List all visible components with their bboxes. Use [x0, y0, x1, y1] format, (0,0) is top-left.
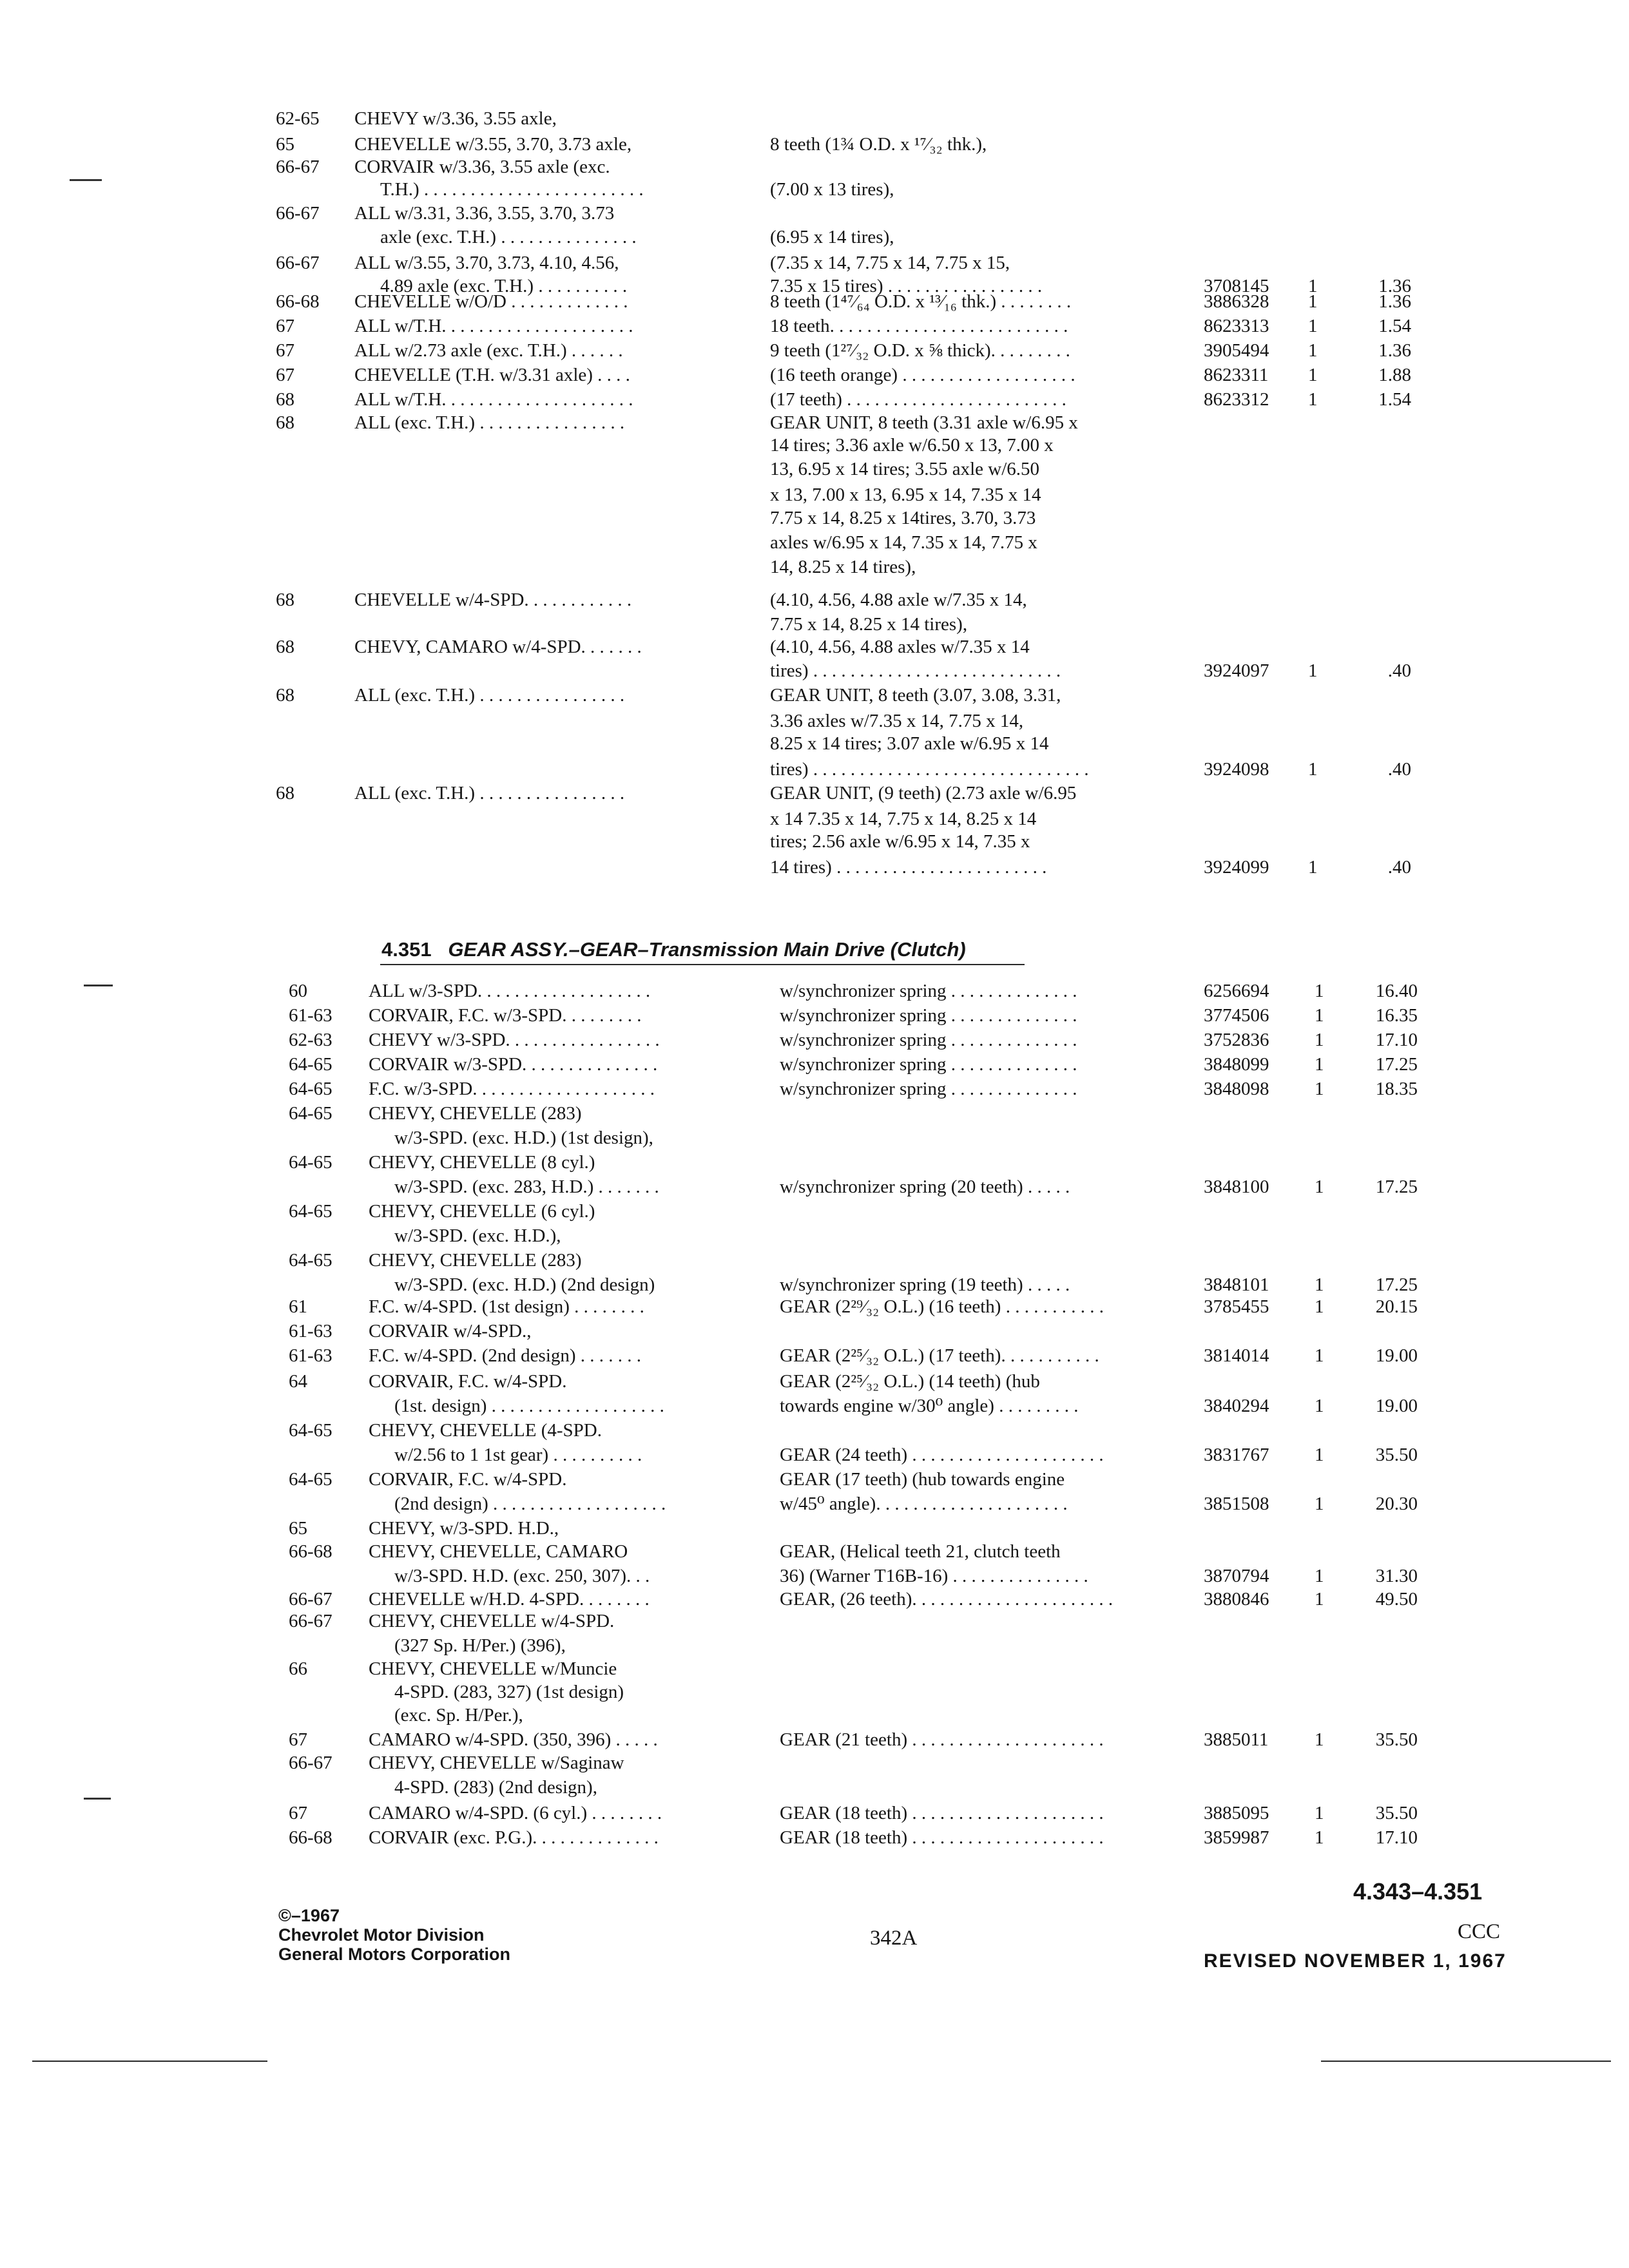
row-description: (17 teeth) . . . . . . . . . . . . . . . . . . . . . . . . — [770, 389, 1066, 410]
row-quantity: 1 — [1315, 1079, 1324, 1099]
row-year: 66-67 — [289, 1589, 333, 1610]
row-application: F.C. w/4-SPD. (2nd design) . . . . . . . — [369, 1345, 642, 1366]
row-description: 14 tires) . . . . . . . . . . . . . . . . . . . . . . . — [770, 857, 1047, 878]
row-application: CHEVY w/3-SPD. . . . . . . . . . . . . . . . . — [369, 1030, 660, 1050]
row-quantity: 1 — [1315, 981, 1324, 1001]
row-part-number: 3859987 — [1204, 1827, 1269, 1848]
row-year: 66-68 — [289, 1827, 333, 1848]
row-application: CHEVELLE w/3.55, 3.70, 3.73 axle, — [354, 134, 632, 155]
footer-code: CCC — [1458, 1920, 1501, 1943]
row-price: 35.50 — [1375, 1803, 1418, 1823]
row-year: 64 — [289, 1371, 307, 1392]
row-quantity: 1 — [1308, 857, 1318, 878]
row-description: x 14 7.35 x 14, 7.75 x 14, 8.25 x 14 — [770, 809, 1037, 829]
row-year: 67 — [289, 1729, 307, 1750]
row-application: ALL w/3.55, 3.70, 3.73, 4.10, 4.56, — [354, 253, 619, 273]
row-application: axle (exc. T.H.) . . . . . . . . . . . . . . . — [380, 227, 637, 247]
row-price: 16.35 — [1375, 1005, 1418, 1026]
row-part-number: 3905494 — [1204, 340, 1269, 361]
row-description: 18 teeth. . . . . . . . . . . . . . . . . . . . . . . . . . — [770, 316, 1068, 336]
row-quantity: 1 — [1308, 660, 1318, 681]
row-application: CHEVY, CHEVELLE w/4-SPD. — [369, 1611, 615, 1631]
row-price: 19.00 — [1375, 1396, 1418, 1416]
row-application: CHEVELLE w/H.D. 4-SPD. . . . . . . . — [369, 1589, 650, 1610]
left-margin-mark — [70, 179, 102, 181]
row-description: GEAR UNIT, 8 teeth (3.31 axle w/6.95 x — [770, 412, 1078, 433]
row-price: 1.36 — [1378, 340, 1411, 361]
row-description: w/synchronizer spring (20 teeth) . . . . . — [780, 1177, 1070, 1197]
row-description: GEAR (2²⁹⁄₃₂ O.L.) (16 teeth) . . . . . . . . . . . — [780, 1296, 1104, 1317]
row-application: ALL w/2.73 axle (exc. T.H.) . . . . . . — [354, 340, 623, 361]
row-description: w/synchronizer spring . . . . . . . . . . . . . . — [780, 1079, 1077, 1099]
row-quantity: 1 — [1308, 316, 1318, 336]
row-year: 62-65 — [276, 108, 320, 129]
row-description: (4.10, 4.56, 4.88 axle w/7.35 x 14, — [770, 590, 1027, 610]
row-application: CHEVELLE (T.H. w/3.31 axle) . . . . — [354, 365, 630, 385]
row-year: 68 — [276, 590, 294, 610]
row-price: 1.88 — [1378, 365, 1411, 385]
row-quantity: 1 — [1308, 365, 1318, 385]
row-quantity: 1 — [1315, 1803, 1324, 1823]
row-year: 66-67 — [276, 203, 320, 224]
row-year: 64-65 — [289, 1469, 333, 1490]
row-application: CHEVY, CHEVELLE (6 cyl.) — [369, 1201, 595, 1222]
row-part-number: 3848098 — [1204, 1079, 1269, 1099]
footer-section-range: 4.343–4.351 — [1353, 1878, 1483, 1905]
row-year: 64-65 — [289, 1054, 333, 1075]
row-application: CHEVY, CHEVELLE (283) — [369, 1103, 582, 1124]
row-description: 14, 8.25 x 14 tires), — [770, 557, 916, 577]
row-price: 18.35 — [1375, 1079, 1418, 1099]
row-year: 66-67 — [276, 253, 320, 273]
footer-publisher-line2: General Motors Corporation — [278, 1945, 511, 1964]
row-price: .40 — [1387, 759, 1411, 780]
row-year: 67 — [276, 316, 294, 336]
row-description: w/synchronizer spring . . . . . . . . . . . . . . — [780, 981, 1077, 1001]
row-quantity: 1 — [1315, 1296, 1324, 1317]
row-part-number: 3924098 — [1204, 759, 1269, 780]
row-part-number: 3785455 — [1204, 1296, 1269, 1317]
section-number: 4.351 — [381, 938, 432, 961]
section-heading-rule — [380, 964, 1025, 965]
row-price: 35.50 — [1375, 1445, 1418, 1465]
row-year: 68 — [276, 389, 294, 410]
row-year: 62-63 — [289, 1030, 333, 1050]
row-part-number: 3880846 — [1204, 1589, 1269, 1610]
row-description: w/synchronizer spring (19 teeth) . . . . . — [780, 1274, 1070, 1295]
row-year: 64-65 — [289, 1152, 333, 1173]
row-year: 67 — [276, 365, 294, 385]
row-application: CORVAIR (exc. P.G.). . . . . . . . . . . . . . — [369, 1827, 659, 1848]
row-description: towards engine w/30⁰ angle) . . . . . . . . . — [780, 1396, 1079, 1416]
row-year: 68 — [276, 412, 294, 433]
row-description: GEAR (2²⁵⁄₃₂ O.L.) (14 teeth) (hub — [780, 1371, 1040, 1392]
row-application: CHEVY, CHEVELLE w/Muncie — [369, 1658, 617, 1679]
row-year: 66-67 — [289, 1611, 333, 1631]
row-year: 68 — [276, 637, 294, 657]
row-application: ALL (exc. T.H.) . . . . . . . . . . . . . . . . — [354, 685, 625, 706]
row-description: w/synchronizer spring . . . . . . . . . . . . . . — [780, 1005, 1077, 1026]
row-application: CHEVY, w/3-SPD. H.D., — [369, 1518, 559, 1539]
row-year: 66-68 — [289, 1541, 333, 1562]
row-year: 67 — [276, 340, 294, 361]
row-year: 64-65 — [289, 1420, 333, 1441]
row-quantity: 1 — [1315, 1005, 1324, 1026]
row-quantity: 1 — [1315, 1589, 1324, 1610]
row-description: 36) (Warner T16B-16) . . . . . . . . . . . . . . . — [780, 1566, 1088, 1586]
row-quantity: 1 — [1308, 389, 1318, 410]
row-application: (2nd design) . . . . . . . . . . . . . . . . . . . — [394, 1494, 666, 1514]
row-application: CHEVY w/3.36, 3.55 axle, — [354, 108, 557, 129]
row-application: w/3-SPD. H.D. (exc. 250, 307). . . — [394, 1566, 650, 1586]
row-part-number: 3885095 — [1204, 1803, 1269, 1823]
row-price: 16.40 — [1375, 981, 1418, 1001]
page-number: 342A — [870, 1927, 918, 1950]
row-year: 65 — [289, 1518, 307, 1539]
row-description: 8 teeth (1⁴⁷⁄₆₄ O.D. x ¹³⁄₁₆ thk.) . . . . . . . . — [770, 291, 1072, 312]
row-description: x 13, 7.00 x 13, 6.95 x 14, 7.35 x 14 — [770, 485, 1041, 505]
row-year: 65 — [276, 134, 294, 155]
row-part-number: 3924099 — [1204, 857, 1269, 878]
row-description: tires; 2.56 axle w/6.95 x 14, 7.35 x — [770, 831, 1030, 852]
row-part-number: 8623311 — [1204, 365, 1269, 385]
row-application: w/3-SPD. (exc. H.D.), — [394, 1225, 561, 1246]
row-description: 9 teeth (1²⁷⁄₃₂ O.D. x ⅝ thick). . . . . . . . . — [770, 340, 1070, 361]
row-quantity: 1 — [1315, 1054, 1324, 1075]
row-quantity: 1 — [1315, 1566, 1324, 1586]
row-description: tires) . . . . . . . . . . . . . . . . . . . . . . . . . . . . . . — [770, 759, 1089, 780]
row-application: CORVAIR w/3.36, 3.55 axle (exc. — [354, 157, 610, 177]
row-quantity: 1 — [1315, 1274, 1324, 1295]
row-description: 7.75 x 14, 8.25 x 14 tires), — [770, 614, 968, 635]
row-description: (7.35 x 14, 7.75 x 14, 7.75 x 15, — [770, 253, 1010, 273]
bottom-rule-left — [32, 2061, 267, 2062]
row-application: 4-SPD. (283) (2nd design), — [394, 1777, 597, 1798]
row-price: .40 — [1387, 857, 1411, 878]
row-description: 13, 6.95 x 14 tires; 3.55 axle w/6.50 — [770, 459, 1040, 479]
row-application: CHEVY, CHEVELLE (4-SPD. — [369, 1420, 602, 1441]
row-year: 66 — [289, 1658, 307, 1679]
footer-copyright: ©–1967 — [278, 1906, 340, 1925]
row-application: CORVAIR, F.C. w/3-SPD. . . . . . . . . — [369, 1005, 642, 1026]
section-title: GEAR ASSY.–GEAR–Transmission Main Drive (Clutch) — [448, 938, 966, 961]
section-heading — [381, 939, 966, 960]
row-part-number: 6256694 — [1204, 981, 1269, 1001]
row-description: 8 teeth (1¾ O.D. x ¹⁷⁄₃₂ thk.), — [770, 134, 987, 155]
row-application: CHEVELLE w/4-SPD. . . . . . . . . . . . — [354, 590, 632, 610]
row-application: CHEVY, CHEVELLE (283) — [369, 1250, 582, 1271]
row-part-number: 8623312 — [1204, 389, 1269, 410]
row-price: 49.50 — [1375, 1589, 1418, 1610]
row-application: w/2.56 to 1 1st gear) . . . . . . . . . . — [394, 1445, 642, 1465]
row-description: GEAR (18 teeth) . . . . . . . . . . . . . . . . . . . . . — [780, 1827, 1104, 1848]
row-year: 67 — [289, 1803, 307, 1823]
row-quantity: 1 — [1315, 1177, 1324, 1197]
row-part-number: 8623313 — [1204, 316, 1269, 336]
row-price: 20.15 — [1375, 1296, 1418, 1317]
row-description: 8.25 x 14 tires; 3.07 axle w/6.95 x 14 — [770, 733, 1049, 754]
row-application: CAMARO w/4-SPD. (6 cyl.) . . . . . . . . — [369, 1803, 662, 1823]
row-application: CORVAIR w/3-SPD. . . . . . . . . . . . . . . — [369, 1054, 658, 1075]
row-application: CHEVY, CHEVELLE w/Saginaw — [369, 1753, 624, 1773]
row-part-number: 3886328 — [1204, 291, 1269, 312]
row-quantity: 1 — [1308, 276, 1318, 296]
row-description: 7.35 x 15 tires) . . . . . . . . . . . . . . . . . — [770, 276, 1043, 296]
row-application: w/3-SPD. (exc. H.D.) (1st design), — [394, 1128, 653, 1148]
row-application: (exc. Sp. H/Per.), — [394, 1705, 523, 1725]
row-quantity: 1 — [1315, 1030, 1324, 1050]
row-application: CAMARO w/4-SPD. (350, 396) . . . . . — [369, 1729, 658, 1750]
row-application: ALL w/3.31, 3.36, 3.55, 3.70, 3.73 — [354, 203, 615, 224]
row-year: 60 — [289, 981, 307, 1001]
row-application: F.C. w/3-SPD. . . . . . . . . . . . . . . . . . . . — [369, 1079, 655, 1099]
row-price: 17.10 — [1375, 1827, 1418, 1848]
row-price: 17.25 — [1375, 1054, 1418, 1075]
row-quantity: 1 — [1315, 1494, 1324, 1514]
row-application: ALL w/T.H. . . . . . . . . . . . . . . . . . . . . — [354, 316, 633, 336]
row-price: 19.00 — [1375, 1345, 1418, 1366]
row-quantity: 1 — [1308, 759, 1318, 780]
row-part-number: 3774506 — [1204, 1005, 1269, 1026]
row-quantity: 1 — [1315, 1445, 1324, 1465]
row-application: 4-SPD. (283, 327) (1st design) — [394, 1682, 624, 1702]
row-part-number: 3708145 — [1204, 276, 1269, 296]
row-price: 20.30 — [1375, 1494, 1418, 1514]
row-part-number: 3831767 — [1204, 1445, 1269, 1465]
row-year: 61-63 — [289, 1321, 333, 1341]
row-application: ALL w/T.H. . . . . . . . . . . . . . . . . . . . . — [354, 389, 633, 410]
row-quantity: 1 — [1315, 1396, 1324, 1416]
row-application: w/3-SPD. (exc. H.D.) (2nd design) — [394, 1274, 655, 1295]
row-application: (327 Sp. H/Per.) (396), — [394, 1635, 566, 1656]
row-application: F.C. w/4-SPD. (1st design) . . . . . . . . — [369, 1296, 644, 1317]
row-description: axles w/6.95 x 14, 7.35 x 14, 7.75 x — [770, 532, 1037, 553]
row-description: GEAR (17 teeth) (hub towards engine — [780, 1469, 1065, 1490]
row-description: (7.00 x 13 tires), — [770, 179, 894, 200]
row-application: ALL (exc. T.H.) . . . . . . . . . . . . . . . . — [354, 783, 625, 803]
row-year: 64-65 — [289, 1250, 333, 1271]
row-year: 61-63 — [289, 1345, 333, 1366]
row-application: T.H.) . . . . . . . . . . . . . . . . . . . . . . . . — [380, 179, 644, 200]
row-part-number: 3924097 — [1204, 660, 1269, 681]
row-description: w/synchronizer spring . . . . . . . . . . . . . . — [780, 1030, 1077, 1050]
row-description: 3.36 axles w/7.35 x 14, 7.75 x 14, — [770, 711, 1024, 731]
row-price: 17.10 — [1375, 1030, 1418, 1050]
row-price: .40 — [1387, 660, 1411, 681]
row-description: GEAR UNIT, (9 teeth) (2.73 axle w/6.95 — [770, 783, 1077, 803]
row-year: 66-67 — [276, 157, 320, 177]
row-year: 61-63 — [289, 1005, 333, 1026]
row-description: GEAR, (26 teeth). . . . . . . . . . . . . . . . . . . . . . — [780, 1589, 1113, 1610]
left-margin-mark — [84, 1798, 111, 1800]
row-year: 66-68 — [276, 291, 320, 312]
row-quantity: 1 — [1315, 1729, 1324, 1750]
row-year: 68 — [276, 685, 294, 706]
row-application: CHEVY, CHEVELLE (8 cyl.) — [369, 1152, 595, 1173]
row-part-number: 3814014 — [1204, 1345, 1269, 1366]
row-application: (1st. design) . . . . . . . . . . . . . . . . . . . — [394, 1396, 664, 1416]
row-part-number: 3870794 — [1204, 1566, 1269, 1586]
row-part-number: 3848101 — [1204, 1274, 1269, 1295]
row-description: w/synchronizer spring . . . . . . . . . . . . . . — [780, 1054, 1077, 1075]
row-description: w/45⁰ angle). . . . . . . . . . . . . . . . . . . . . — [780, 1494, 1068, 1514]
row-application: CHEVELLE w/O/D . . . . . . . . . . . . . — [354, 291, 628, 312]
row-description: GEAR UNIT, 8 teeth (3.07, 3.08, 3.31, — [770, 685, 1061, 706]
row-year: 64-65 — [289, 1201, 333, 1222]
row-part-number: 3848099 — [1204, 1054, 1269, 1075]
row-application: w/3-SPD. (exc. 283, H.D.) . . . . . . . — [394, 1177, 659, 1197]
row-price: 1.54 — [1378, 389, 1411, 410]
row-application: CHEVY, CHEVELLE, CAMARO — [369, 1541, 628, 1562]
row-part-number: 3840294 — [1204, 1396, 1269, 1416]
row-quantity: 1 — [1315, 1827, 1324, 1848]
row-application: CHEVY, CAMARO w/4-SPD. . . . . . . — [354, 637, 642, 657]
row-part-number: 3848100 — [1204, 1177, 1269, 1197]
row-quantity: 1 — [1315, 1345, 1324, 1366]
row-quantity: 1 — [1308, 340, 1318, 361]
footer-publisher-line1: Chevrolet Motor Division — [278, 1925, 485, 1945]
row-year: 68 — [276, 783, 294, 803]
row-price: 1.36 — [1378, 276, 1411, 296]
row-description: tires) . . . . . . . . . . . . . . . . . . . . . . . . . . . — [770, 660, 1061, 681]
row-description: 7.75 x 14, 8.25 x 14tires, 3.70, 3.73 — [770, 508, 1036, 528]
row-description: GEAR, (Helical teeth 21, clutch teeth — [780, 1541, 1061, 1562]
row-description: GEAR (24 teeth) . . . . . . . . . . . . . . . . . . . . . — [780, 1445, 1104, 1465]
revised-date: REVISED NOVEMBER 1, 1967 — [1204, 1950, 1507, 1972]
row-description: (16 teeth orange) . . . . . . . . . . . . . . . . . . . — [770, 365, 1075, 385]
row-description: (6.95 x 14 tires), — [770, 227, 894, 247]
row-part-number: 3885011 — [1204, 1729, 1269, 1750]
row-price: 35.50 — [1375, 1729, 1418, 1750]
row-quantity: 1 — [1308, 291, 1318, 312]
bottom-rule-right — [1321, 2061, 1611, 2062]
row-description: 14 tires; 3.36 axle w/6.50 x 13, 7.00 x — [770, 435, 1054, 456]
row-application: CORVAIR w/4-SPD., — [369, 1321, 532, 1341]
row-price: 1.54 — [1378, 316, 1411, 336]
row-year: 64-65 — [289, 1103, 333, 1124]
row-application: ALL w/3-SPD. . . . . . . . . . . . . . . . . . . — [369, 981, 651, 1001]
row-description: (4.10, 4.56, 4.88 axles w/7.35 x 14 — [770, 637, 1030, 657]
row-application: CORVAIR, F.C. w/4-SPD. — [369, 1469, 567, 1490]
row-year: 61 — [289, 1296, 307, 1317]
row-price: 17.25 — [1375, 1177, 1418, 1197]
row-price: 31.30 — [1375, 1566, 1418, 1586]
left-margin-mark — [84, 985, 113, 986]
row-description: GEAR (21 teeth) . . . . . . . . . . . . . . . . . . . . . — [780, 1729, 1104, 1750]
row-year: 64-65 — [289, 1079, 333, 1099]
row-year: 66-67 — [289, 1753, 333, 1773]
row-part-number: 3752836 — [1204, 1030, 1269, 1050]
row-part-number: 3851508 — [1204, 1494, 1269, 1514]
row-description: GEAR (18 teeth) . . . . . . . . . . . . . . . . . . . . . — [780, 1803, 1104, 1823]
row-application: 4.89 axle (exc. T.H.) . . . . . . . . . . — [380, 276, 628, 296]
row-application: CORVAIR, F.C. w/4-SPD. — [369, 1371, 567, 1392]
row-price: 1.36 — [1378, 291, 1411, 312]
row-description: GEAR (2²⁵⁄₃₂ O.L.) (17 teeth). . . . . . . . . . . — [780, 1345, 1099, 1366]
row-price: 17.25 — [1375, 1274, 1418, 1295]
row-application: ALL (exc. T.H.) . . . . . . . . . . . . . . . . — [354, 412, 625, 433]
